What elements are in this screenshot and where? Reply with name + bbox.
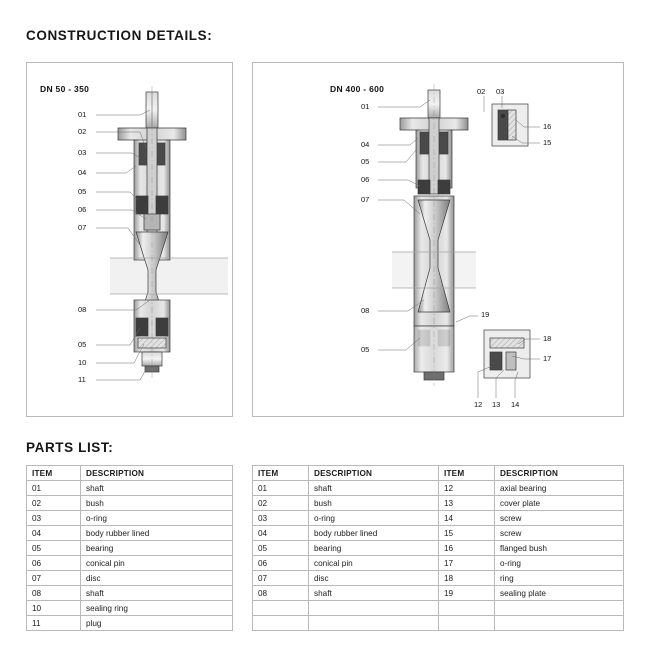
table-header-row [253,466,624,481]
callout-r-13: 13 [492,400,501,409]
table-row [27,616,233,631]
table-header-row [27,466,233,481]
callout-r-16: 16 [543,122,552,131]
cell-description-2: axial bearing [495,481,624,496]
table-row [253,481,624,496]
cell-description-1 [309,616,439,631]
cell-description-2: o-ring [495,556,624,571]
cell-description: conical pin [81,556,233,571]
callout-07: 07 [78,223,87,232]
cell-description: shaft [81,481,233,496]
callout-r-08: 08 [361,306,370,315]
table-row [253,496,624,511]
cell-item-1 [253,616,309,631]
cell-description-2: sealing plate [495,586,624,601]
table-row [253,616,624,631]
cell-description: o-ring [81,511,233,526]
cell-item: 07 [27,571,81,586]
callout-r-17: 17 [543,354,552,363]
cell-item: 06 [27,556,81,571]
cell-description-1: shaft [309,586,439,601]
cell-item-2: 17 [439,556,495,571]
cell-item-1 [253,601,309,616]
cell-description: sealing ring [81,601,233,616]
cell-item-1: 03 [253,511,309,526]
callout-r-14: 14 [511,400,520,409]
cell-description-1: body rubber lined [309,526,439,541]
callout-01: 01 [78,110,87,119]
cell-item-1: 08 [253,586,309,601]
parts-table-dn400-600 [252,465,624,631]
cell-description-2 [495,601,624,616]
cell-item-2: 13 [439,496,495,511]
cell-item-2 [439,616,495,631]
column-header-item-1: ITEM [253,466,309,481]
cell-description-2 [495,616,624,631]
cell-item-2: 18 [439,571,495,586]
callout-r-06: 06 [361,175,370,184]
page-title-parts-list: PARTS LIST: [26,440,114,455]
table-row [27,541,233,556]
cell-description-2: cover plate [495,496,624,511]
cell-description-2: screw [495,526,624,541]
cell-item: 11 [27,616,81,631]
diagram-label-dn400-600: DN 400 - 600 [330,84,385,94]
callout-r-03: 03 [496,87,505,96]
callout-r-05: 05 [361,157,370,166]
callout-08: 08 [78,305,87,314]
cell-description-1: shaft [309,481,439,496]
cell-item-2: 14 [439,511,495,526]
cell-item-1: 05 [253,541,309,556]
diagram-label-dn50-350: DN 50 - 350 [40,84,90,94]
table-row [253,526,624,541]
table-row [27,601,233,616]
callout-11: 11 [78,375,86,384]
cell-item-1: 07 [253,571,309,586]
cell-description: bush [81,496,233,511]
cell-item-1: 01 [253,481,309,496]
cell-item-1: 06 [253,556,309,571]
callout-r-15: 15 [543,138,552,147]
table-row [27,511,233,526]
callout-r-01: 01 [361,102,370,111]
table-row [253,571,624,586]
cell-item: 08 [27,586,81,601]
table-row [27,481,233,496]
callout-04: 04 [78,168,87,177]
callout-r-05b: 05 [361,345,370,354]
cell-description: shaft [81,586,233,601]
cell-description: plug [81,616,233,631]
cell-description: bearing [81,541,233,556]
cell-item: 04 [27,526,81,541]
cell-item: 05 [27,541,81,556]
cell-description-1: o-ring [309,511,439,526]
cell-description-1: bush [309,496,439,511]
cell-item-2: 12 [439,481,495,496]
cell-item: 10 [27,601,81,616]
table-row [253,541,624,556]
cell-description-1 [309,601,439,616]
drawing-dn400-600 [392,84,530,386]
cell-description: body rubber lined [81,526,233,541]
page-title-construction-details: CONSTRUCTION DETAILS: [26,28,213,43]
callout-r-02: 02 [477,87,486,96]
callout-r-04: 04 [361,140,370,149]
callout-10: 10 [78,358,87,367]
cell-description-1: bearing [309,541,439,556]
cell-item-2 [439,601,495,616]
callout-06: 06 [78,205,87,214]
cell-item-1: 02 [253,496,309,511]
column-header-description: DESCRIPTION [81,466,233,481]
cell-description-2: screw [495,511,624,526]
table-row [27,571,233,586]
column-header-description-2: DESCRIPTION [495,466,624,481]
cell-description-2: flanged bush [495,541,624,556]
table-row [27,556,233,571]
parts-table-dn50-350 [26,465,233,631]
column-header-item: ITEM [27,466,81,481]
table-row [253,586,624,601]
cell-item: 03 [27,511,81,526]
table-row [27,586,233,601]
column-header-item-2: ITEM [439,466,495,481]
cell-description-1: conical pin [309,556,439,571]
column-header-description-1: DESCRIPTION [309,466,439,481]
cell-item: 01 [27,481,81,496]
cell-item-1: 04 [253,526,309,541]
callout-05b: 05 [78,340,87,349]
drawing-dn50-350 [110,86,228,378]
cell-item: 02 [27,496,81,511]
cell-item-2: 15 [439,526,495,541]
table-row [253,556,624,571]
table-row [253,511,624,526]
cell-item-2: 16 [439,541,495,556]
callout-r-18: 18 [543,334,552,343]
table-row [27,496,233,511]
cell-item-2: 19 [439,586,495,601]
cell-description-2: ring [495,571,624,586]
callout-r-19: 19 [481,310,490,319]
callout-02: 02 [78,127,87,136]
callout-r-12: 12 [474,400,483,409]
callout-03: 03 [78,148,87,157]
cell-description: disc [81,571,233,586]
table-row [27,526,233,541]
callout-r-07: 07 [361,195,370,204]
callout-05: 05 [78,187,87,196]
cell-description-1: disc [309,571,439,586]
table-row [253,601,624,616]
